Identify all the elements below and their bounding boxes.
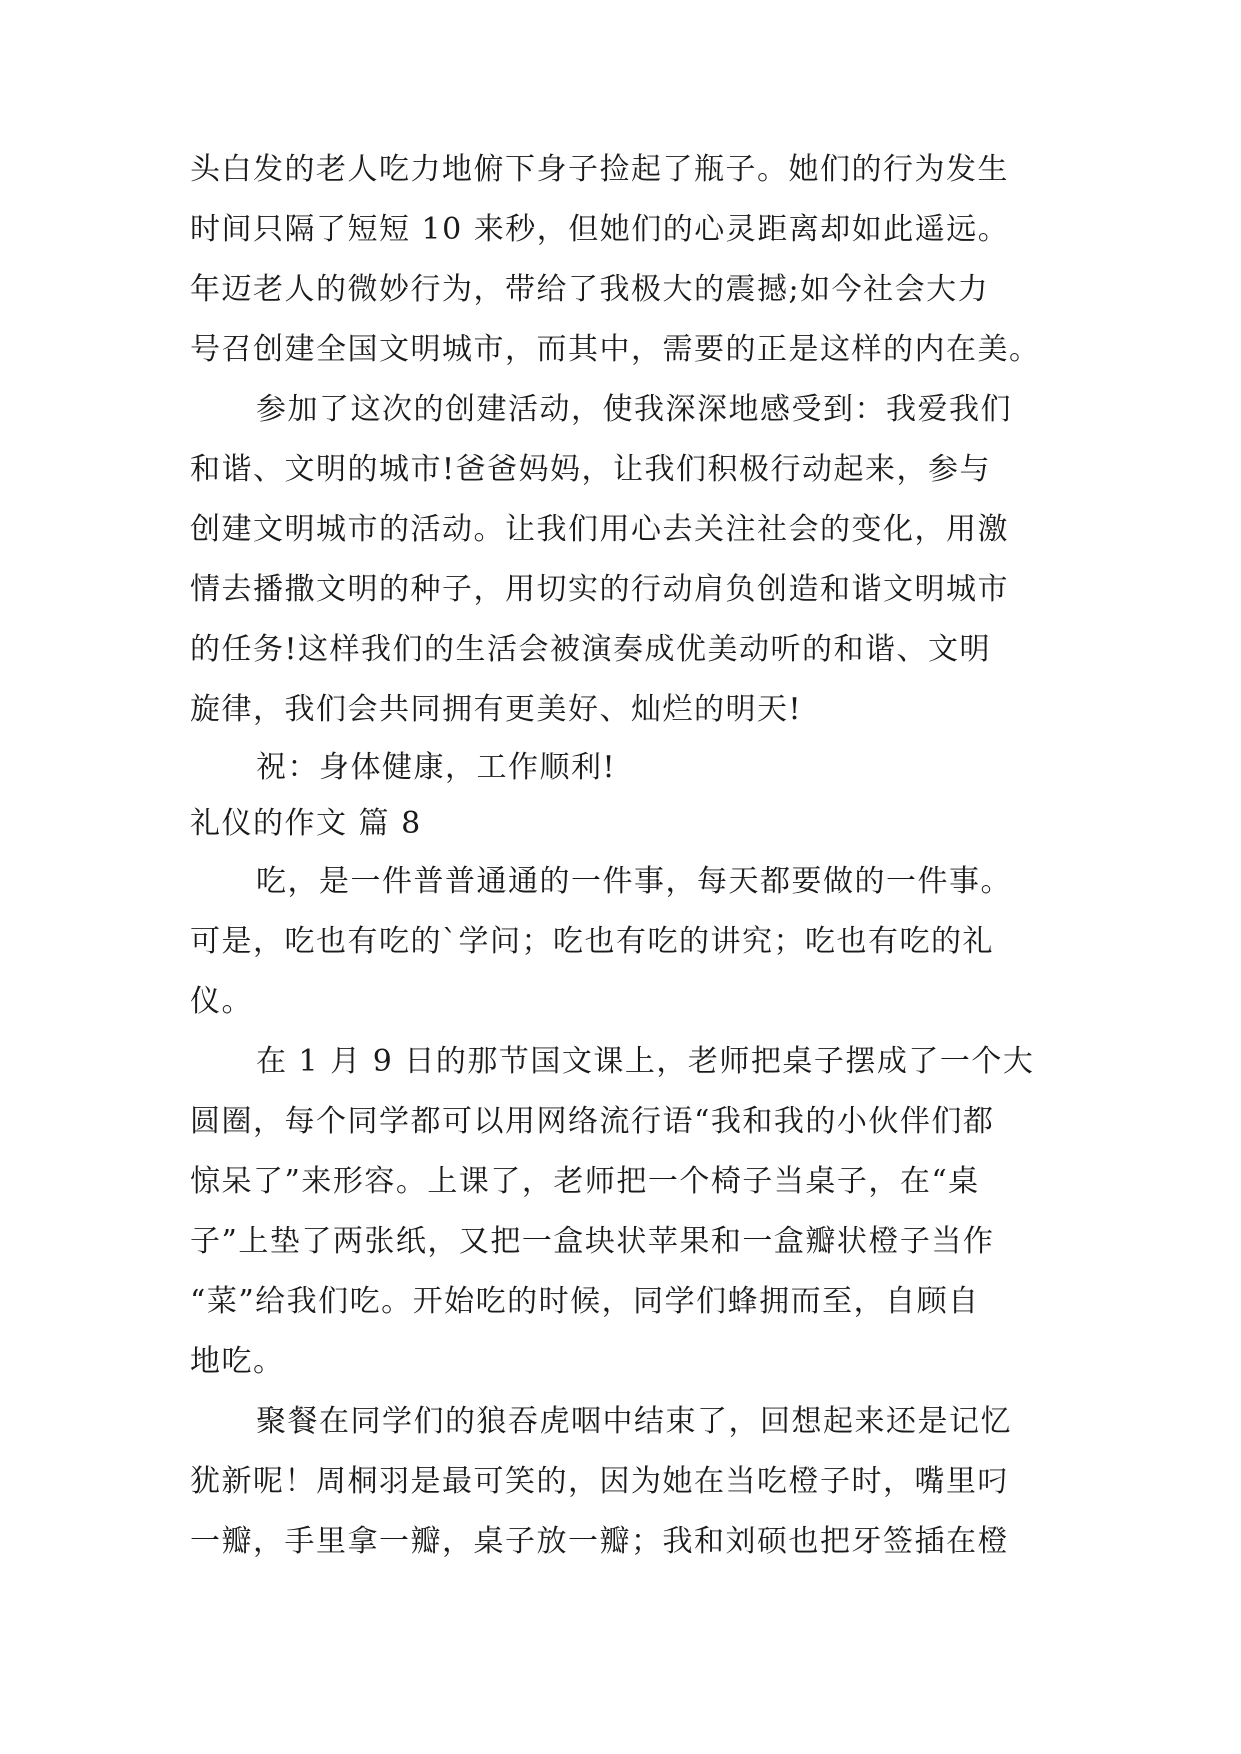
text-line: 可是，吃也有吃的`学问；吃也有吃的讲究；吃也有吃的礼	[190, 924, 994, 959]
paragraph-start: 吃，是一件普普通通的一件事，每天都要做的一件事。	[256, 864, 1012, 899]
text-line: 情去播撒文明的种子，用切实的行动肩负创造和谐文明城市	[190, 572, 1009, 607]
paragraph-start: 聚餐在同学们的狼吞虎咽中结束了，回想起来还是记忆	[256, 1404, 1012, 1439]
closing-wish: 祝：身体健康，工作顺利!	[256, 750, 617, 785]
text-line: 旋律，我们会共同拥有更美好、灿烂的明天!	[190, 692, 803, 727]
text-line: “菜”给我们吃。开始吃的时候，同学们蜂拥而至，自顾自	[190, 1284, 980, 1319]
text-line: 子”上垫了两张纸，又把一盒块状苹果和一盒瓣状橙子当作	[190, 1224, 995, 1259]
text-line: 一瓣，手里拿一瓣，桌子放一瓣；我和刘硕也把牙签插在橙	[190, 1524, 1009, 1559]
text-line: 创建文明城市的活动。让我们用心去关注社会的变化，用激	[190, 512, 1009, 547]
text-line: 仪。	[190, 984, 253, 1019]
text-line: 年迈老人的微妙行为，带给了我极大的震撼;如今社会大力	[190, 272, 990, 307]
text-line: 惊呆了”来形容。上课了，老师把一个椅子当桌子，在“桌	[190, 1164, 980, 1199]
text-line: 和谐、文明的城市!爸爸妈妈，让我们积极行动起来，参与	[190, 452, 992, 487]
section-heading: 礼仪的作文 篇 8	[190, 806, 422, 841]
text-line: 头白发的老人吃力地俯下身子捡起了瓶子。她们的行为发生	[190, 152, 1009, 187]
text-line: 圆圈，每个同学都可以用网络流行语“我和我的小伙伴们都	[190, 1104, 995, 1139]
text-line: 的任务!这样我们的生活会被演奏成优美动听的和谐、文明	[190, 632, 992, 667]
text-line: 号召创建全国文明城市，而其中，需要的正是这样的内在美。	[190, 332, 1041, 367]
text-line: 地吃。	[190, 1344, 285, 1379]
text-line: 犹新呢！周桐羽是最可笑的，因为她在当吃橙子时，嘴里叼	[190, 1464, 1009, 1499]
paragraph-start: 参加了这次的创建活动，使我深深地感受到：我爱我们	[256, 392, 1012, 427]
text-line: 时间只隔了短短 10 来秒，但她们的心灵距离却如此遥远。	[190, 212, 1010, 247]
paragraph-start: 在 1 月 9 日的那节国文课上，老师把桌子摆成了一个大	[256, 1044, 1035, 1079]
